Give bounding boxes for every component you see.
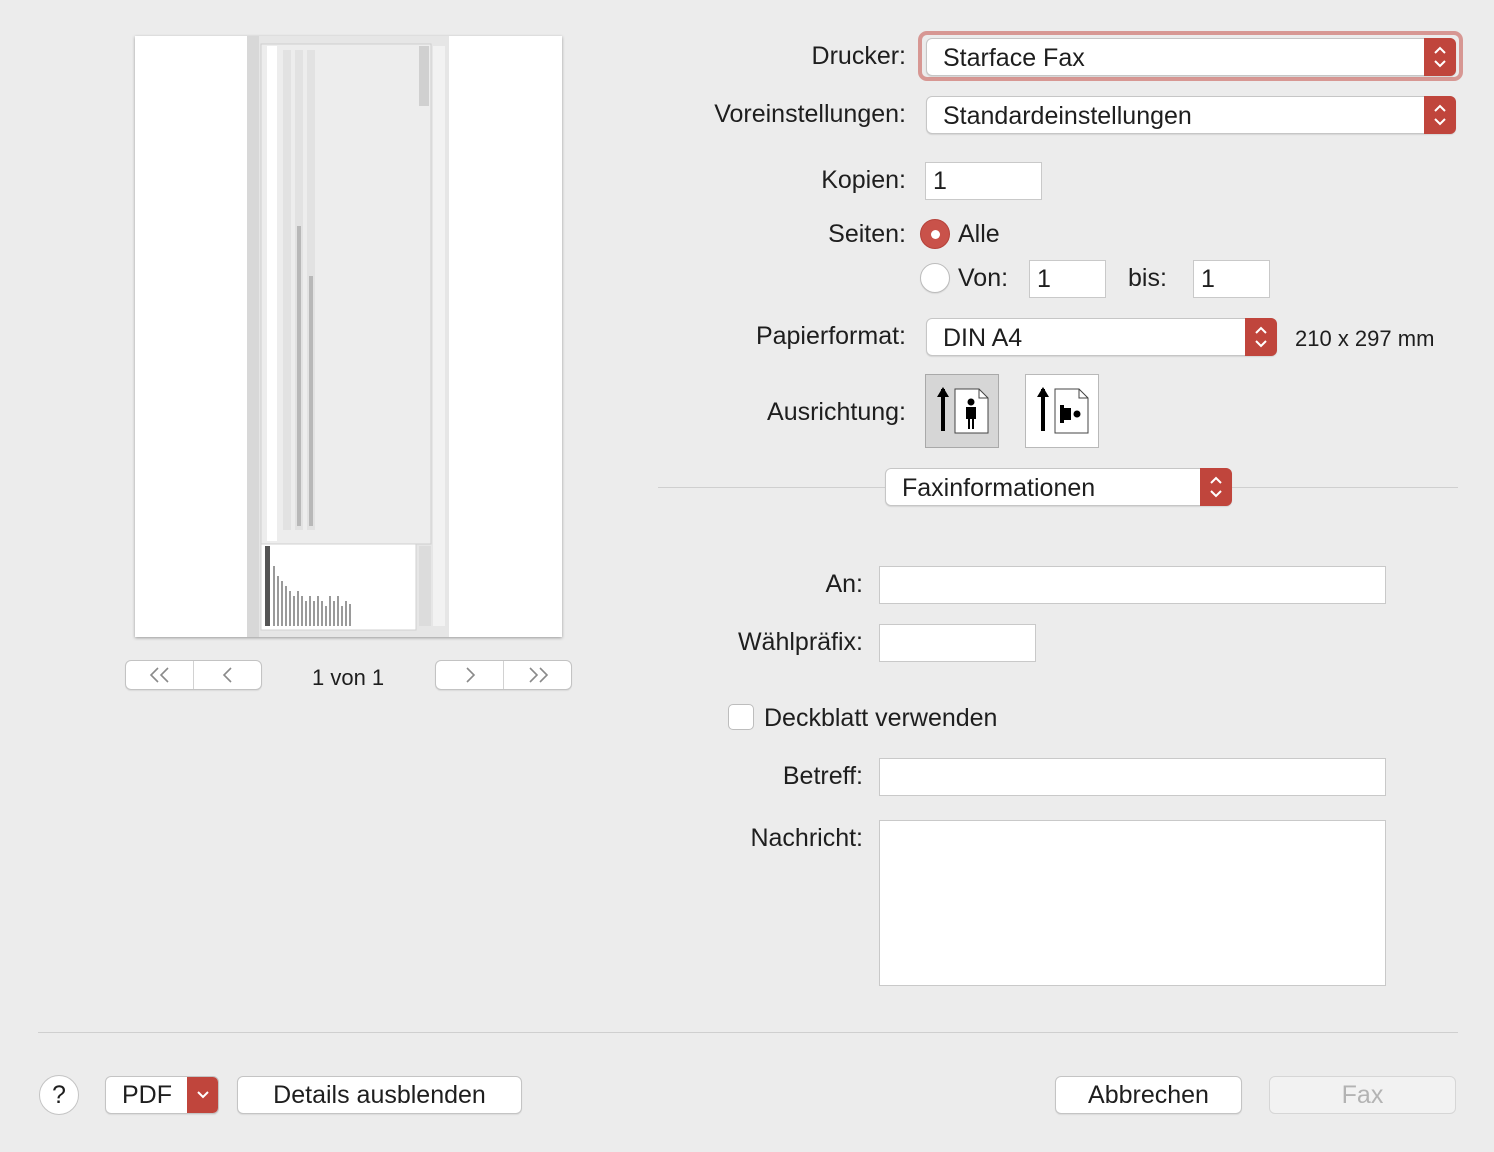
orientation-portrait-button[interactable] bbox=[925, 374, 999, 448]
fax-button[interactable]: Fax bbox=[1269, 1076, 1456, 1114]
preview-document-icon bbox=[247, 36, 449, 637]
pages-range-radio[interactable] bbox=[920, 263, 950, 293]
landscape-orientation-icon bbox=[1026, 375, 1098, 447]
pdf-menu-button[interactable] bbox=[105, 1076, 219, 1114]
section-value: Faxinformationen bbox=[902, 474, 1096, 502]
chevron-right-icon bbox=[461, 666, 479, 684]
cover-page-checkbox[interactable] bbox=[728, 704, 754, 730]
presets-label: Voreinstellungen: bbox=[714, 100, 906, 128]
pages-label: Seiten: bbox=[828, 220, 906, 248]
fax-prefix-label: Wählpräfix: bbox=[737, 628, 863, 656]
chevron-down-icon bbox=[196, 1090, 210, 1100]
fax-to-label: An: bbox=[825, 570, 863, 598]
previous-page-button[interactable] bbox=[193, 661, 261, 689]
chevron-left-icon bbox=[219, 666, 237, 684]
hide-details-button[interactable]: Details ausblenden bbox=[237, 1076, 522, 1114]
section-divider-left bbox=[658, 487, 886, 488]
last-page-button[interactable] bbox=[503, 661, 571, 689]
orientation-label: Ausrichtung: bbox=[767, 398, 906, 426]
presets-value: Standardeinstellungen bbox=[943, 102, 1192, 130]
presets-popup[interactable] bbox=[926, 96, 1456, 134]
popup-stepper bbox=[1245, 318, 1277, 356]
popup-stepper bbox=[1424, 96, 1456, 134]
printer-popup[interactable] bbox=[926, 38, 1456, 76]
fax-prefix-field[interactable] bbox=[879, 624, 1036, 662]
copies-label: Kopien: bbox=[821, 166, 906, 194]
cancel-button[interactable]: Abbrechen bbox=[1055, 1076, 1242, 1114]
fax-message-label: Nachricht: bbox=[750, 824, 863, 852]
pdf-label: PDF bbox=[122, 1080, 172, 1109]
chevron-up-down-icon bbox=[1208, 474, 1224, 500]
fax-subject-label: Betreff: bbox=[782, 762, 863, 790]
section-divider-right bbox=[1231, 487, 1458, 488]
paper-popup[interactable] bbox=[926, 318, 1277, 356]
printer-value: Starface Fax bbox=[943, 44, 1085, 72]
cover-page-label: Deckblatt verwenden bbox=[764, 704, 998, 732]
fax-to-field[interactable] bbox=[879, 566, 1386, 604]
chevron-up-down-icon bbox=[1432, 102, 1448, 128]
preview-nav-back-group bbox=[125, 660, 262, 690]
next-page-button[interactable] bbox=[436, 661, 503, 689]
pages-from-label: Von: bbox=[958, 264, 1009, 292]
preview-thumbnail bbox=[247, 36, 449, 637]
paper-label: Papierformat: bbox=[755, 322, 906, 350]
copies-field[interactable]: 1 bbox=[925, 162, 1042, 200]
pages-from-field[interactable]: 1 bbox=[1029, 260, 1106, 298]
page-preview bbox=[135, 36, 562, 637]
chevron-up-down-icon bbox=[1432, 44, 1448, 70]
double-chevron-right-icon bbox=[525, 666, 551, 684]
help-button[interactable]: ? bbox=[39, 1075, 79, 1115]
paper-value: DIN A4 bbox=[943, 324, 1023, 352]
chevron-up-down-icon bbox=[1253, 324, 1269, 350]
paper-size-text: 210 x 297 mm bbox=[1295, 326, 1435, 351]
popup-stepper bbox=[1200, 468, 1232, 506]
footer-divider bbox=[38, 1032, 1458, 1033]
printer-label: Drucker: bbox=[811, 42, 906, 70]
popup-stepper bbox=[1424, 38, 1456, 76]
pdf-dropdown-arrow bbox=[187, 1076, 219, 1114]
fax-subject-field[interactable] bbox=[879, 758, 1386, 796]
double-chevron-left-icon bbox=[147, 666, 173, 684]
portrait-orientation-icon bbox=[926, 375, 998, 447]
preview-nav-forward-group bbox=[435, 660, 572, 690]
pages-all-radio[interactable] bbox=[920, 219, 950, 249]
pages-all-label: Alle bbox=[958, 220, 1000, 248]
orientation-landscape-button[interactable] bbox=[1025, 374, 1099, 448]
section-popup[interactable] bbox=[885, 468, 1232, 506]
page-indicator: 1 von 1 bbox=[312, 665, 385, 690]
first-page-button[interactable] bbox=[126, 661, 193, 689]
pages-to-label: bis: bbox=[1128, 264, 1167, 292]
pages-to-field[interactable]: 1 bbox=[1193, 260, 1270, 298]
fax-message-textarea[interactable] bbox=[879, 820, 1386, 986]
